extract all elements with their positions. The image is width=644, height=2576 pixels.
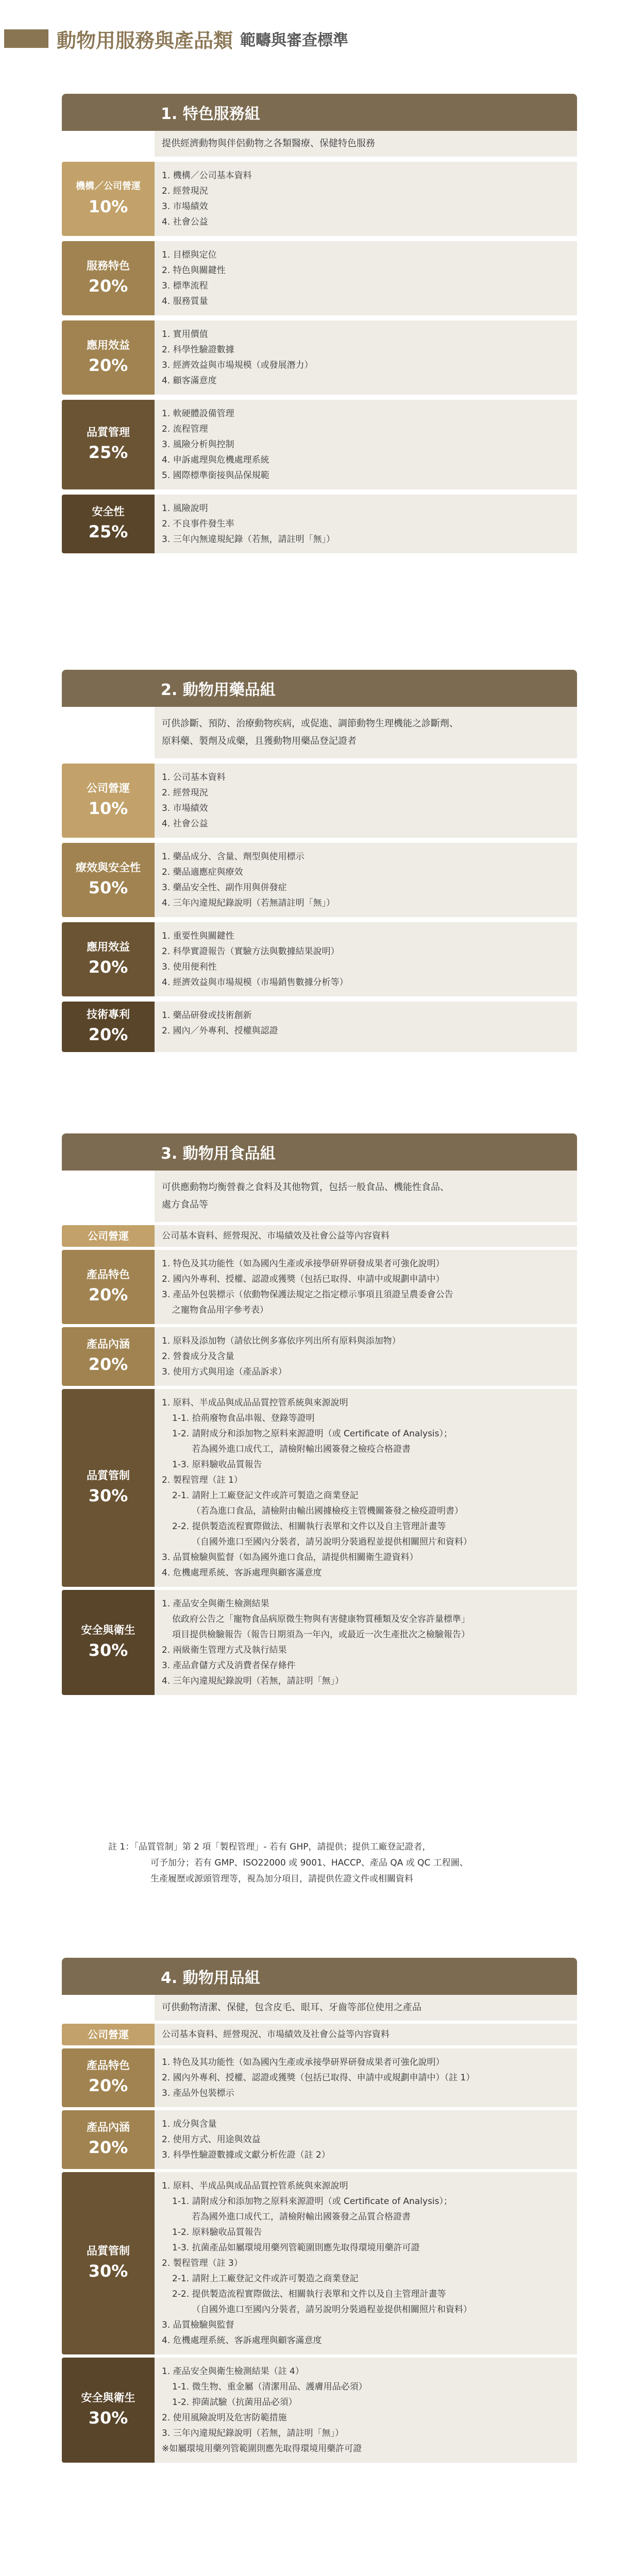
criteria-items xyxy=(155,162,577,236)
criteria-label xyxy=(62,2110,155,2169)
criteria-item: 3. 市場績效 xyxy=(162,803,208,814)
criteria-item: 3. 標準流程 xyxy=(162,281,208,291)
criteria-items xyxy=(155,241,577,315)
criteria-row xyxy=(62,1590,577,1695)
criteria-item: 3. 產品倉儲方式及消費者保存條件 xyxy=(162,1660,296,1671)
criteria-item: 1. 目標與定位 xyxy=(162,250,217,260)
criteria-item: 1-2. 原料驗收品質報告 xyxy=(172,2227,262,2238)
criteria-item: 1-1. 微生物、重金屬（清潔用品、護膚用品必須） xyxy=(172,2382,367,2392)
criteria-items xyxy=(155,320,577,395)
criteria-item: 1-2. 抑菌試驗（抗菌用品必須） xyxy=(172,2397,297,2408)
criteria-item: 3. 品質檢驗與監督 xyxy=(162,2320,234,2330)
criteria-items xyxy=(155,400,577,489)
criteria-item: 1. 原料、半成品與成品品質控管系統與來源說明 xyxy=(162,2181,348,2191)
criteria-label xyxy=(62,495,155,553)
criteria-row xyxy=(62,1002,577,1052)
criteria-items xyxy=(155,1002,577,1052)
criteria-weight: 20% xyxy=(88,1285,128,1304)
criteria-label xyxy=(62,2024,155,2045)
section-veterinary-drugs xyxy=(62,670,577,1052)
description-line: 可供應動物均衡營養之食料及其他物質，包括一般食品、機能性食品、 xyxy=(162,1182,449,1193)
criteria-items xyxy=(155,2358,577,2463)
criteria-items xyxy=(155,843,577,917)
criteria-item: 3. 使用便利性 xyxy=(162,962,217,972)
section-title: 3. 動物用食品組 xyxy=(62,1133,577,1171)
criteria-label xyxy=(62,1327,155,1386)
criteria-label xyxy=(62,162,155,236)
criteria-item: 2. 製程管理（註 1） xyxy=(162,1475,243,1485)
criteria-item: 2. 營養成分及含量 xyxy=(162,1351,234,1362)
section-pet-supplies xyxy=(62,1958,577,2463)
criteria-label xyxy=(62,1250,155,1324)
criteria-row xyxy=(62,400,577,489)
criteria-weight: 30% xyxy=(88,1486,128,1505)
criteria-name: 技術專利 xyxy=(87,1008,130,1021)
criteria-item: 4. 危機處理系統、客訴處理與顧客滿意度 xyxy=(162,1568,322,1578)
criteria-item: 2. 經營現況 xyxy=(162,186,208,196)
criteria-item: 2-1. 請附上工廠登記文件或許可製造之商業登記 xyxy=(172,2274,359,2284)
criteria-row xyxy=(62,495,577,553)
criteria-name: 安全與衛生 xyxy=(81,2392,135,2404)
criteria-items xyxy=(155,1250,577,1324)
criteria-weight: 20% xyxy=(88,2076,128,2095)
criteria-item: 3. 產品外包裝標示 xyxy=(162,2088,234,2098)
criteria-item: 1-1. 請附成分和添加物之原料來源證明（或 Certificate of Analysis）； xyxy=(172,2196,453,2207)
criteria-row xyxy=(62,2358,577,2463)
criteria-name: 品質管理 xyxy=(87,426,130,438)
section-title: 1. 特色服務組 xyxy=(62,94,577,131)
criteria-name: 機構／公司營運 xyxy=(76,181,141,192)
criteria-item: 1. 軟硬體設備管理 xyxy=(162,409,234,419)
criteria-text: 公司基本資料、經營現況、市場績效及社會公益等內容資料 xyxy=(155,1225,577,1247)
note-line: 生產履歷或源頭管理等，視為加分項目，請提供佐證文件或相關資料 xyxy=(150,1874,413,1884)
criteria-name: 產品特色 xyxy=(87,2059,130,2072)
criteria-items xyxy=(155,495,577,553)
criteria-name: 公司營運 xyxy=(88,2028,129,2041)
criteria-weight: 20% xyxy=(88,276,128,296)
criteria-item: （若為進口食品，請檢附由輸出國據檢疫主管機關簽發之檢疫證明書） xyxy=(192,1506,463,1516)
criteria-item: 1-1. 拾荊廢物食品串報、登錄等證明 xyxy=(172,1413,315,1423)
criteria-item: 1. 原料及添加物（請依比例多寡依序列出所有原料與添加物） xyxy=(162,1336,401,1346)
criteria-item: 3. 科學性驗證數據或文獻分析佐證（註 2） xyxy=(162,2150,330,2160)
criteria-label xyxy=(62,2172,155,2354)
criteria-items xyxy=(155,2048,577,2107)
criteria-weight: 10% xyxy=(88,197,128,216)
criteria-item: 之寵物食品用字參考表） xyxy=(172,1305,268,1315)
criteria-item: 2. 國內外專利、授權、認證或獲獎（包括已取得、申請中或規劃申請中） xyxy=(162,1274,445,1284)
section-special-services xyxy=(62,94,577,553)
criteria-items xyxy=(155,1327,577,1386)
section-notes xyxy=(108,1839,572,1887)
criteria-name: 應用效益 xyxy=(87,941,130,953)
section-description xyxy=(155,1171,577,1222)
criteria-name: 品質管制 xyxy=(87,2245,130,2257)
criteria-row xyxy=(62,2110,577,2169)
criteria-name: 產品內涵 xyxy=(87,2121,130,2133)
criteria-name: 產品內涵 xyxy=(87,1338,130,1350)
criteria-row xyxy=(62,764,577,838)
criteria-item: 2. 流程管理 xyxy=(162,424,208,434)
criteria-item: 1. 特色及其功能性（如為國內生產或承接學研界研發成果者可強化說明） xyxy=(162,2057,445,2067)
criteria-item: 1. 重要性與關鍵性 xyxy=(162,931,234,941)
criteria-weight: 25% xyxy=(88,522,128,541)
criteria-row xyxy=(62,2172,577,2354)
criteria-item: 1. 產品安全與衛生檢測結果 xyxy=(162,1599,269,1609)
criteria-item: 2. 特色與關鍵性 xyxy=(162,265,226,276)
criteria-label xyxy=(62,1002,155,1052)
criteria-row xyxy=(62,843,577,917)
criteria-row xyxy=(62,922,577,996)
criteria-weight: 30% xyxy=(88,1640,128,1660)
criteria-label xyxy=(62,2048,155,2107)
criteria-item: 1-3. 原料驗收品質報告 xyxy=(172,1460,262,1470)
criteria-item: 1. 原料、半成品與成品品質控管系統與來源說明 xyxy=(162,1398,348,1408)
criteria-label xyxy=(62,241,155,315)
criteria-weight: 20% xyxy=(88,1354,128,1374)
criteria-item: 1. 成分與含量 xyxy=(162,2119,217,2129)
criteria-label xyxy=(62,1389,155,1587)
criteria-item: 3. 三年內違規紀錄說明（若無，請註明「無」） xyxy=(162,2428,344,2438)
criteria-row xyxy=(62,2024,577,2045)
criteria-item: 2-2. 提供製造流程實際做法、相關執行表單和文件以及自主管理計畫等 xyxy=(172,2289,446,2299)
section-description xyxy=(155,707,577,758)
criteria-name: 產品特色 xyxy=(87,1268,130,1281)
criteria-item: 2. 經營現況 xyxy=(162,788,208,798)
criteria-items xyxy=(155,1590,577,1695)
criteria-item: 1. 實用價值 xyxy=(162,329,208,340)
criteria-weight: 20% xyxy=(88,2138,128,2157)
criteria-name: 療效與安全性 xyxy=(76,861,141,874)
criteria-item: 2. 藥品適應症與療效 xyxy=(162,867,243,877)
criteria-item: 1. 藥品成分、含量、劑型與使用標示 xyxy=(162,852,304,862)
criteria-item: 2. 使用風險說明及危害防範措施 xyxy=(162,2413,287,2423)
criteria-item: 4. 危機處理系統、客訴處理與顧客滿意度 xyxy=(162,2335,322,2346)
criteria-item: 5. 國際標準銜接與品保規範 xyxy=(162,470,269,481)
criteria-weight: 25% xyxy=(88,443,128,462)
section-description: 可供動物清潔、保健，包含皮毛、眼耳、牙齒等部位使用之產品 xyxy=(155,1995,577,2021)
criteria-items xyxy=(155,2110,577,2169)
criteria-item: 3. 藥品安全性、副作用與併發症 xyxy=(162,883,287,893)
criteria-item: 2. 科學實證報告（實驗方法與數據結果說明） xyxy=(162,946,340,957)
criteria-item: 1. 機構／公司基本資料 xyxy=(162,171,252,181)
criteria-weight: 30% xyxy=(88,2261,128,2281)
criteria-item: 1. 公司基本資料 xyxy=(162,772,226,783)
page-subtitle: 範疇與審查標準 xyxy=(240,31,349,49)
criteria-item: 3. 市場績效 xyxy=(162,201,208,212)
criteria-item: 1-3. 抗菌產品如屬環境用藥列管範圍則應先取得環境用藥許可證 xyxy=(172,2243,420,2253)
criteria-name: 公司營運 xyxy=(88,1230,129,1242)
criteria-row xyxy=(62,1389,577,1587)
section-title: 4. 動物用品組 xyxy=(62,1958,577,1995)
criteria-weight: 20% xyxy=(88,1025,128,1044)
criteria-item: 4. 經濟效益與市場規模（市場銷售數據分析等） xyxy=(162,977,348,988)
criteria-name: 服務特色 xyxy=(87,260,130,272)
criteria-item: 4. 三年內違規紀錄說明（若無，請註明「無」） xyxy=(162,1676,344,1686)
criteria-item: 依政府公告之「寵物食品病原微生物與有害健康物質種類及安全容許量標準」 xyxy=(172,1614,470,1624)
criteria-text: 公司基本資料、經營現況、市場績效及社會公益等內容資料 xyxy=(155,2024,577,2045)
criteria-label xyxy=(62,320,155,395)
criteria-label xyxy=(62,764,155,838)
criteria-item: 3. 經濟效益與市場規模（或發展潛力） xyxy=(162,360,313,370)
description-line: 處方食品等 xyxy=(162,1199,208,1210)
criteria-row xyxy=(62,320,577,395)
page-header xyxy=(4,23,348,55)
criteria-label xyxy=(62,1225,155,1247)
criteria-item: 2-2. 提供製造流程實際做法、相關執行表單和文件以及自主管理計畫等 xyxy=(172,1521,446,1532)
criteria-weight: 20% xyxy=(88,957,128,977)
criteria-item: 2-1. 請附上工廠登記文件或許可製造之商業登記 xyxy=(172,1490,359,1501)
note-line: 可予加分；若有 GMP、ISO22000 或 9001、HACCP、產品 QA 或 QC 工程圖、 xyxy=(150,1858,468,1868)
criteria-items xyxy=(155,764,577,838)
header-accent-bar xyxy=(4,29,48,48)
criteria-items xyxy=(155,1389,577,1587)
criteria-item: 4. 申訴處理與危機處理系統 xyxy=(162,455,269,465)
criteria-item: （自國外進口至國內分裝者，請另說明分裝過程並提供相關照片和資料） xyxy=(192,2304,472,2315)
criteria-item: 3. 風險分析與控制 xyxy=(162,439,234,450)
criteria-item: 2. 兩級衛生管理方式及執行結果 xyxy=(162,1645,287,1655)
criteria-item: 1. 風險說明 xyxy=(162,503,208,514)
criteria-weight: 50% xyxy=(88,878,128,897)
criteria-item: 3. 產品外包裝標示（依動物保護法規定之指定標示事項且須證呈農委會公告 xyxy=(162,1290,453,1300)
description-line: 可供診斷、預防、治療動物疾病，或促進、調節動物生理機能之診斷劑、 xyxy=(162,718,459,729)
criteria-name: 應用效益 xyxy=(87,339,130,351)
criteria-item: 4. 社會公益 xyxy=(162,819,208,829)
criteria-item: 2. 不良事件發生率 xyxy=(162,519,234,529)
criteria-item: 1-2. 請附成分和添加物之原料來源證明（或 Certificate of Analysis）； xyxy=(172,1429,453,1439)
criteria-row xyxy=(62,162,577,236)
criteria-item: 1. 特色及其功能性（如為國內生產或承接學研界研發成果者可強化說明） xyxy=(162,1259,445,1269)
criteria-item: （自國外進口至國內分裝者，請另說明分裝過程並提供相關照片和資料） xyxy=(192,1537,472,1547)
description-line: 原料藥、製劑及成藥，且獲動物用藥品登記證者 xyxy=(162,736,357,747)
criteria-name: 品質管制 xyxy=(87,1469,130,1482)
criteria-label xyxy=(62,400,155,489)
criteria-item: 1. 藥品研發或技術創新 xyxy=(162,1010,252,1021)
criteria-label xyxy=(62,843,155,917)
criteria-label xyxy=(62,2358,155,2463)
criteria-row xyxy=(62,241,577,315)
criteria-row xyxy=(62,2048,577,2107)
criteria-name: 安全性 xyxy=(92,505,125,518)
page-title: 動物用服務與產品類 xyxy=(57,29,233,52)
criteria-name: 安全與衛生 xyxy=(81,1624,135,1636)
criteria-item: ※如屬環境用藥列管範圍則應先取得環境用藥許可證 xyxy=(162,2444,362,2454)
criteria-item: 3. 三年內無違規紀錄（若無，請註明「無」） xyxy=(162,534,335,545)
section-description: 提供經濟動物與伴侶動物之各類醫療、保健特色服務 xyxy=(155,131,577,157)
criteria-name: 公司營運 xyxy=(87,782,130,794)
criteria-item: 1. 產品安全與衛生檢測結果（註 4） xyxy=(162,2366,304,2377)
criteria-row xyxy=(62,1250,577,1324)
section-title: 2. 動物用藥品組 xyxy=(62,670,577,707)
criteria-row xyxy=(62,1327,577,1386)
criteria-label xyxy=(62,922,155,996)
criteria-items xyxy=(155,2172,577,2354)
criteria-item: 2. 製程管理（註 3） xyxy=(162,2258,243,2268)
criteria-item: 若為國外進口成代工，請檢附輸出國簽發之品質合格證書 xyxy=(192,2212,411,2222)
criteria-item: 4. 顧客滿意度 xyxy=(162,376,217,386)
criteria-item: 若為國外進口成代工，請檢附輸出國簽發之檢疫合格證書 xyxy=(192,1444,411,1454)
criteria-item: 2. 國內外專利、授權、認證或獲獎（包括已取得、申請中或規劃申請中）（註 1） xyxy=(162,2073,475,2083)
criteria-row xyxy=(62,1225,577,1247)
criteria-item: 2. 使用方式、用途與效益 xyxy=(162,2134,261,2145)
criteria-weight: 30% xyxy=(88,2408,128,2428)
criteria-weight: 20% xyxy=(88,355,128,375)
criteria-item: 2. 國內／外專利、授權與認證 xyxy=(162,1026,278,1036)
criteria-weight: 10% xyxy=(88,799,128,818)
criteria-item: 4. 服務質量 xyxy=(162,296,208,307)
criteria-item: 2. 科學性驗證數據 xyxy=(162,345,234,355)
criteria-item: 4. 社會公益 xyxy=(162,217,208,227)
criteria-item: 4. 三年內違規紀錄說明（若無請註明「無」） xyxy=(162,898,335,908)
criteria-item: 3. 品質檢驗與監督（如為國外進口食品，請提供相關衛生證資料） xyxy=(162,1552,418,1563)
criteria-label xyxy=(62,1590,155,1695)
criteria-item: 項目提供檢驗報告（報告日期須為一年內，或最近一次生產批次之檢驗報告） xyxy=(172,1630,470,1640)
note-line: 註 1：「品質管制」第 2 項「製程管理」- 若有 GHP，請提供；提供工廠登記證者， xyxy=(108,1842,431,1852)
criteria-item: 3. 使用方式與用途（產品訴求） xyxy=(162,1367,287,1377)
criteria-items xyxy=(155,922,577,996)
section-pet-food xyxy=(62,1133,577,1695)
